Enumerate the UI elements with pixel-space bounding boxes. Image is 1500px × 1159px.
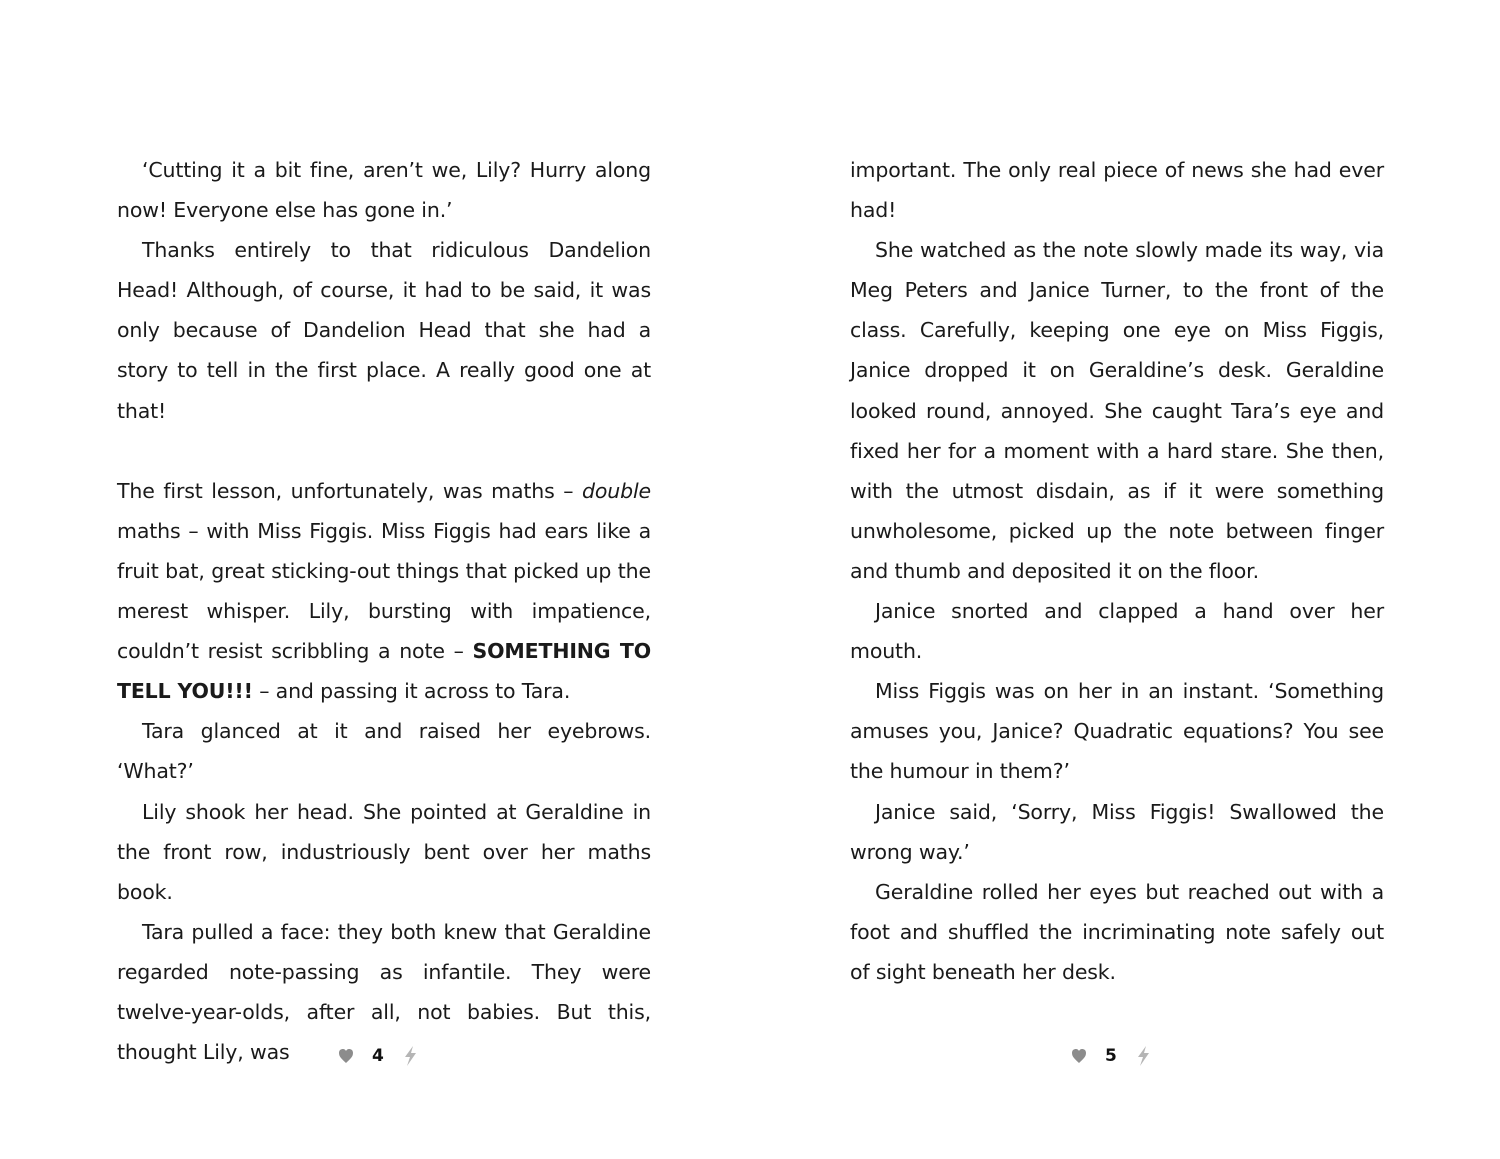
bold-note-text: SOMETHING TO TELL YOU!!! <box>117 639 651 704</box>
paragraph-text: Geraldine rolled her eyes but reached out with a foot and shuffled the incriminating note safely out of sight beneath her desk. <box>850 879 1384 984</box>
page-number: 5 <box>1105 1046 1117 1066</box>
paragraph <box>850 150 1384 230</box>
paragraph <box>117 230 651 430</box>
paragraph <box>850 872 1384 992</box>
heart-icon <box>338 1047 354 1065</box>
italic-emphasis: double <box>582 478 651 503</box>
paragraph-text: Janice said, ‘Sorry, Miss Figgis! Swallowed the wrong way.’ <box>850 799 1384 864</box>
paragraph-text: maths – with Miss Figgis. Miss Figgis had ears like a fruit bat, great sticking-out things that picked up the merest whisper. Lily, bursting with impatience, couldn’t resist scribbling a note – <box>117 518 651 664</box>
paragraph <box>117 711 651 791</box>
paragraph <box>850 591 1384 671</box>
paragraph-text: The first lesson, unfortunately, was maths – <box>117 478 583 503</box>
paragraph-text: Miss Figgis was on her in an instant. ‘Something amuses you, Janice? Quadratic equations? You see the humour in them?’ <box>850 679 1384 784</box>
paragraph-text: Lily shook her head. She pointed at Geraldine in the front row, industriously bent over her maths book. <box>117 799 651 904</box>
paragraph <box>850 792 1384 872</box>
page-number-footer-left <box>338 1042 418 1070</box>
lightning-bolt-icon <box>1135 1045 1151 1067</box>
paragraph-text: Tara pulled a face: they both knew that Geraldine regarded note-passing as infantile. They were twelve-year-olds, after all, not babies. But this, thought Lily, was <box>117 919 651 1065</box>
paragraph-text: important. The only real piece of news she had ever had! <box>850 158 1384 223</box>
paragraph <box>850 230 1384 591</box>
page-number: 4 <box>372 1046 384 1066</box>
lightning-bolt-icon <box>402 1045 418 1067</box>
paragraph <box>850 671 1384 791</box>
paragraph-text: Janice snorted and clapped a hand over her mouth. <box>850 599 1384 664</box>
heart-icon <box>1071 1047 1087 1065</box>
paragraph-text: She watched as the note slowly made its way, via Meg Peters and Janice Turner, to the front of the class. Carefully, keeping one eye on Miss Figgis, Janice dropped it on Geraldine’s desk. Geraldine looked round, annoyed. She caught Tara’s eye and fixed her for a moment with a hard stare. She then, with the utmost disdain, as if it were something unwholesome, picked up the note between finger and thumb and deposited it on the floor. <box>850 238 1384 583</box>
paragraph <box>117 471 651 712</box>
right-page <box>850 150 1384 992</box>
left-page <box>117 150 651 1072</box>
paragraph-text: Tara glanced at it and raised her eyebrows. ‘What?’ <box>117 719 651 784</box>
paragraph-text: – and passing it across to Tara. <box>252 679 571 704</box>
page-number-footer-right <box>1071 1042 1151 1070</box>
paragraph-text: ‘Cutting it a bit fine, aren’t we, Lily? Hurry along now! Everyone else has gone in.’ <box>117 158 651 223</box>
paragraph <box>117 150 651 230</box>
paragraph-text: Thanks entirely to that ridiculous Dandelion Head! Although, of course, it had to be said, it was only because of Dandelion Head that she had a story to tell in the first place. A really good one at that! <box>117 238 651 423</box>
paragraph <box>117 792 651 912</box>
